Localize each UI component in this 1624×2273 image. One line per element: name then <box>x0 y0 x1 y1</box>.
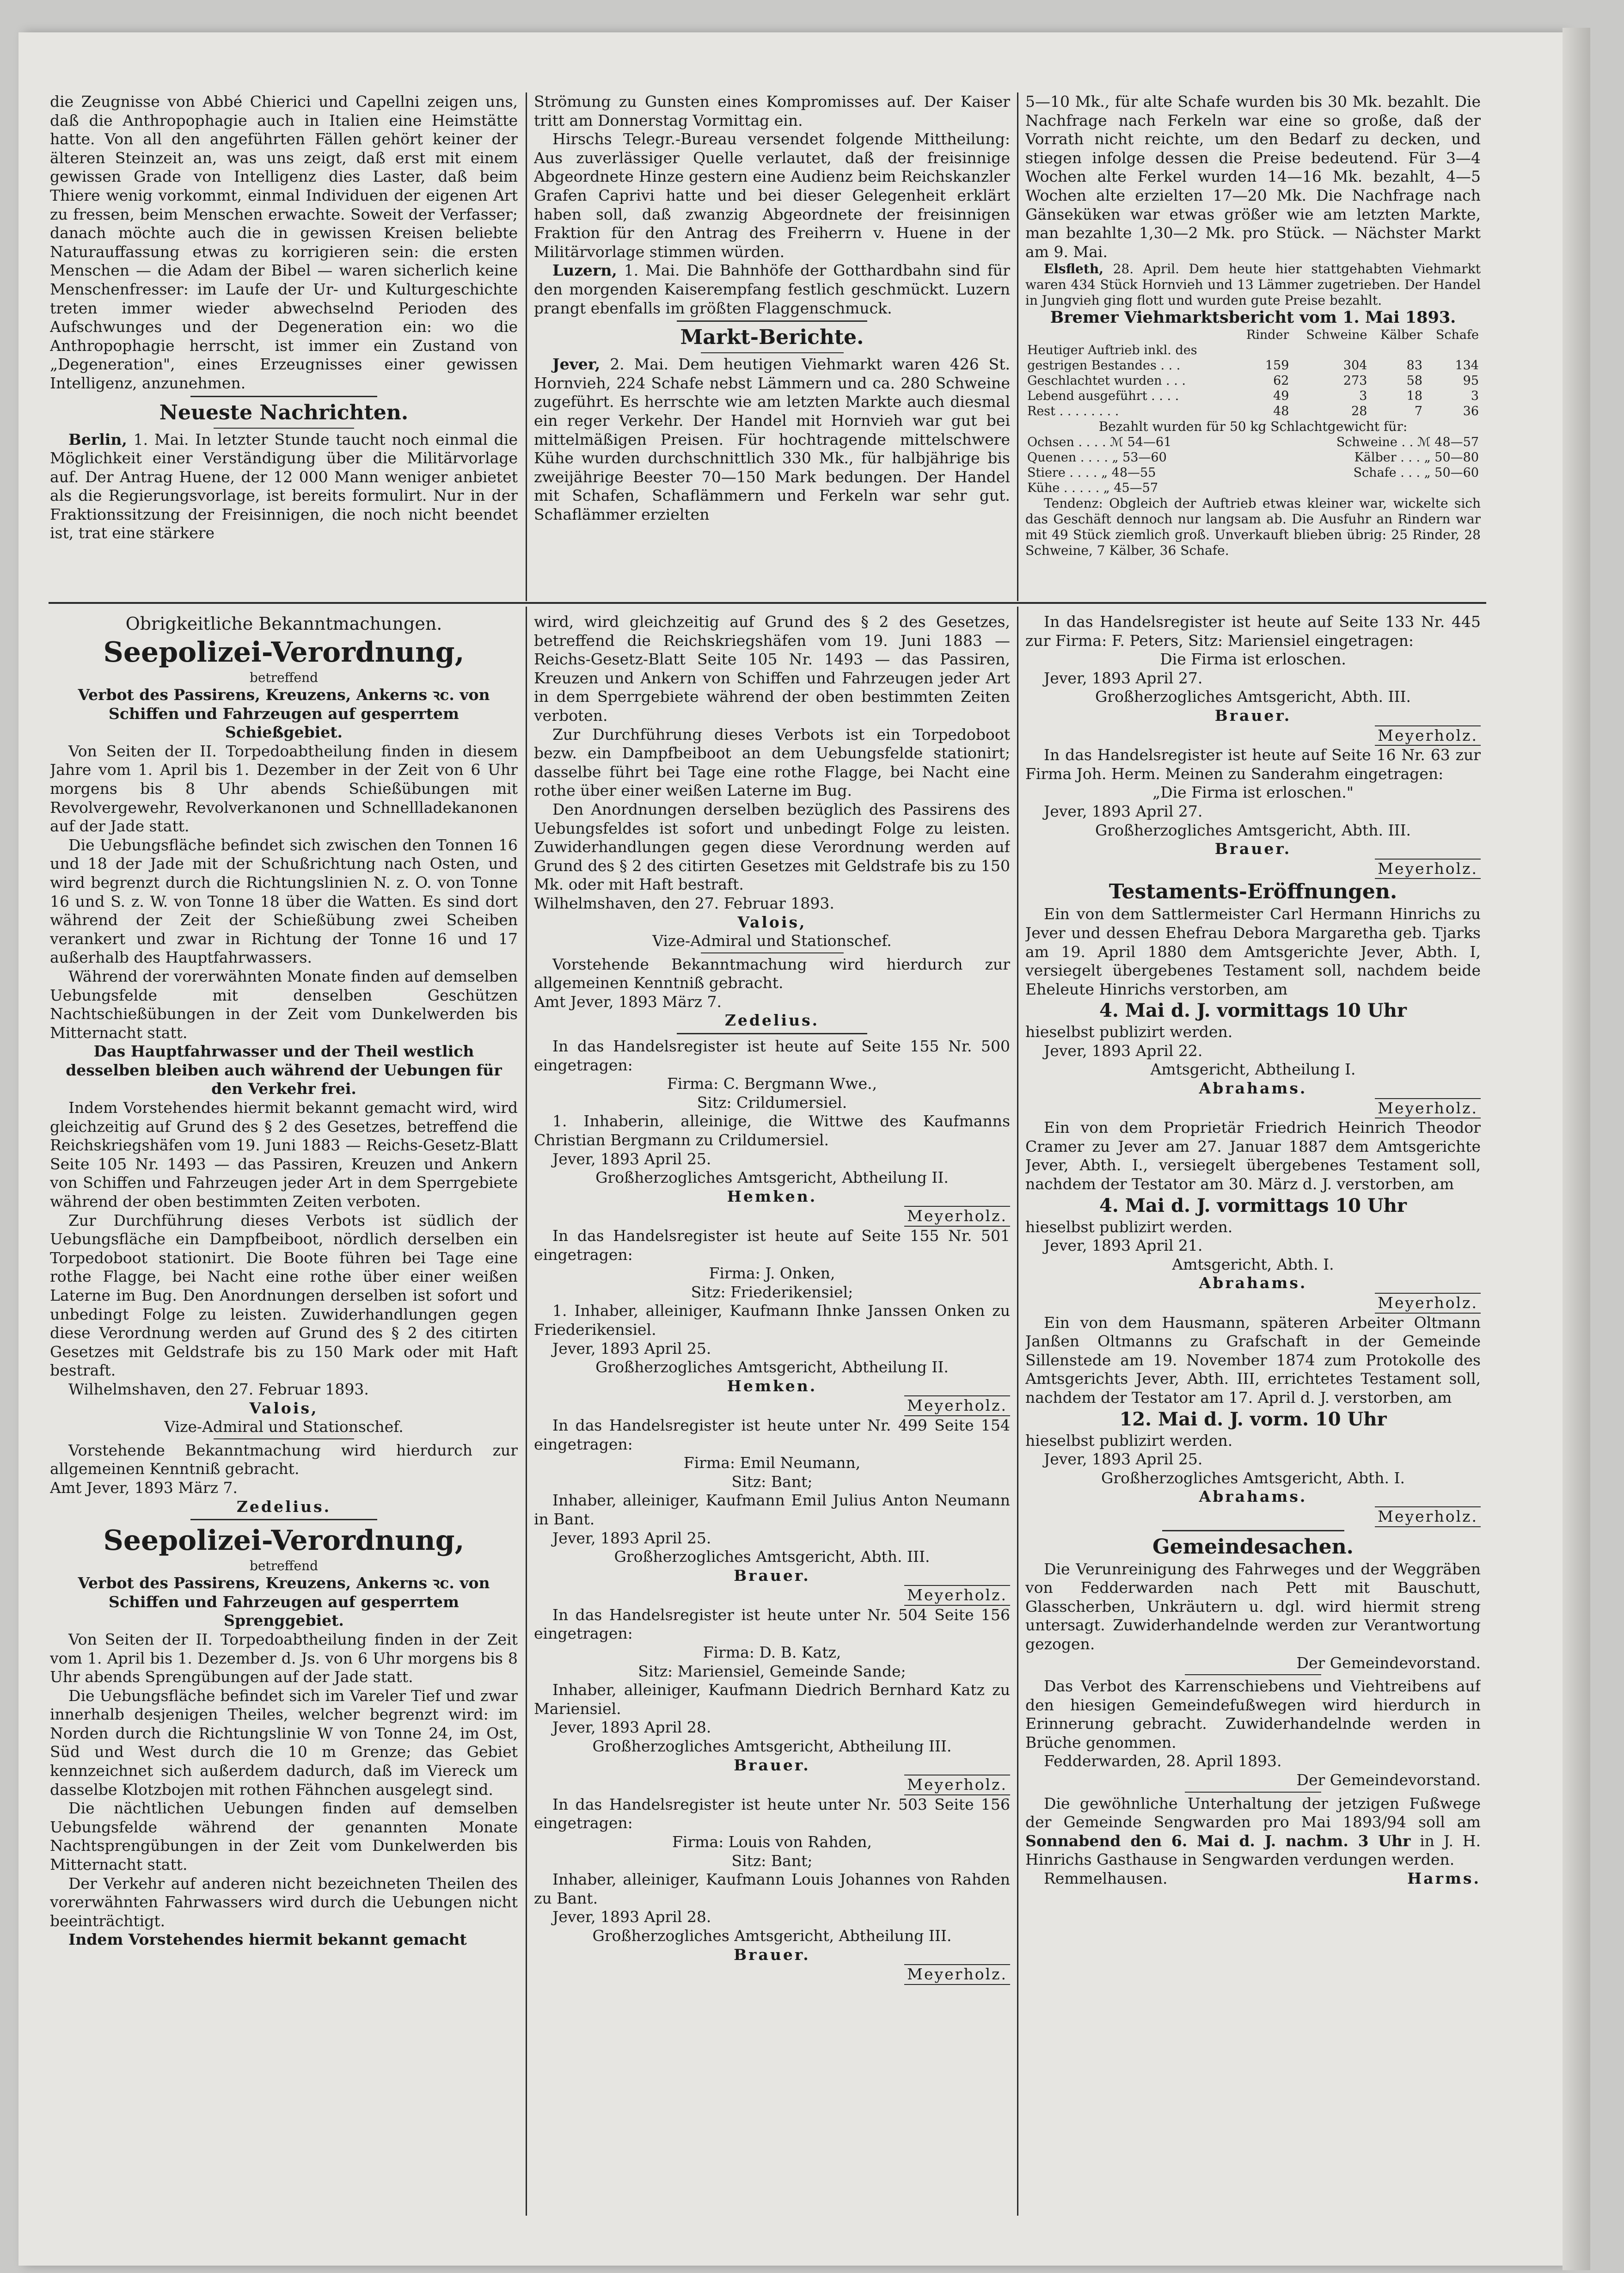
column-rule <box>1017 607 1018 2216</box>
table-row <box>1025 435 1481 450</box>
tendenz-text: Tendenz: Obgleich der Auftrieb etwas kleiner war, wickelte sich das Geschäft dennoch nur langsam ab. Die Ausfuhr an Rindern war mit 49 Stück ziemlich groß. Unverkauft blieben übrig: 25 Rinder, 28 Schweine, 7 Kälber, 36 Schafe. <box>1025 495 1481 558</box>
article-text: Strömung zu Gunsten eines Kompromisses auf. Der Kaiser tritt am Donnerstag Vormittag ein. <box>534 92 1010 129</box>
section-heading: Obrigkeitliche Bekanntmachungen. <box>125 614 442 634</box>
register-firma: Firma: J. Onken, <box>709 1264 835 1283</box>
ordinance-text: Das Hauptfahrwasser und der Theil westlich desselben bleiben auch während der Uebungen für den Verkehr frei. <box>66 1042 502 1098</box>
dateline: Jever, <box>552 355 601 374</box>
section-heading: Gemeindesachen. <box>1152 1535 1354 1559</box>
signature: Brauer. <box>1214 706 1292 725</box>
column-rule <box>526 607 527 2216</box>
municipal-sign-line <box>1025 1869 1481 1888</box>
column-2-top <box>534 92 1010 601</box>
table-cell: Ochsen . . . . ℳ 54—61 <box>1027 435 1172 449</box>
testament-place: Jever, 1893 April 21. <box>1044 1236 1203 1255</box>
notice-text: Vorstehende Bekanntmachung wird hierdurch zur allgemeinen Kenntniß gebracht. <box>534 955 1010 992</box>
municipal-text: Das Verbot des Karrenschiebens und Viehtreibens auf den hiesigen Gemeindefußwegen wird hierdurch in Erinnerung gebracht. Zuwiderhandelnde werden in Brüche genommen. <box>1025 1677 1481 1751</box>
court-name: Großherzogliches Amtsgericht, Abtheilung III. <box>592 1737 952 1756</box>
table-cell <box>1424 343 1481 358</box>
signature-box <box>1025 1506 1481 1527</box>
news-text: 28. April. Dem heute hier stattgehabten Viehmarkt waren 434 Stück Hornvieh und 13 Lämmer zugetrieben. Der Handel in Jungvieh ging flott und wurden gute Preise bezahlt. <box>1025 261 1481 308</box>
section-heading: Neueste Nachrichten. <box>159 400 409 424</box>
testament-place: Jever, 1893 April 25. <box>1044 1450 1203 1468</box>
testament-after: hieselbst publizirt werden. <box>1025 1217 1233 1236</box>
table-cell: 28 <box>1351 404 1367 418</box>
register-place: Jever, 1893 April 28. <box>552 1718 711 1737</box>
register-sitz: Sitz: Crildumersiel. <box>697 1093 847 1112</box>
signature: Abrahams. <box>1199 1274 1307 1292</box>
dateline: Luzern, <box>552 261 617 280</box>
register-owner: Inhaber, alleiniger, Kaufmann Emil Julius Anton Neumann in Bant. <box>534 1491 1010 1528</box>
table-cell: 159 <box>1265 358 1289 373</box>
register-intro: In das Handelsregister ist heute unter Nr. 504 Seite 156 eingetragen: <box>534 1605 1010 1643</box>
register-text: „Die Firma ist erloschen." <box>1152 783 1354 802</box>
divider <box>701 352 844 353</box>
table-cell: 3 <box>1359 388 1367 403</box>
table-cell: gestrigen Bestandes . . . <box>1027 358 1181 373</box>
court-name: Großherzogliches Amtsgericht, Abtheilung II. <box>595 1358 949 1376</box>
dateline: Berlin, <box>68 430 127 448</box>
table-cell: 48 <box>1273 404 1289 418</box>
municipal-text-part: Die gewöhnliche Unterhaltung der jetzigen Fußwege der Gemeinde Sengwarden pro Mai 1893/94 soll am <box>1025 1794 1481 1831</box>
signature-role: Vize-Admiral und Stationschef. <box>164 1418 404 1436</box>
testament-date: 4. Mai d. J. vormittags 10 Uhr <box>1099 1194 1407 1216</box>
ordinance-text: Während der vorerwähnten Monate finden auf demselben Uebungsfelde mit denselben Geschützen Nachtschießübungen in der Zeit vom Dunkelwerden bis Mitternacht statt. <box>50 967 518 1042</box>
prices-table <box>1025 435 1481 496</box>
table-cell: 62 <box>1273 373 1289 388</box>
testament-text: Ein von dem Proprietär Friedrich Heinrich Theodor Cramer zu Jever am 27. Januar 1887 dem Amtsgerichte Jever, Abth. I., versiegelt übergebenes Testament soll, nachdem der Testator am 30. März d. J. verstorben, am <box>1025 1118 1481 1193</box>
table-row <box>1025 373 1481 388</box>
divider <box>677 320 867 322</box>
signature: Meyerholz. <box>904 1585 1010 1606</box>
register-firma: Firma: Louis von Rahden, <box>672 1833 872 1851</box>
register-place: Jever, 1893 April 27. <box>1044 669 1203 687</box>
signature: Meyerholz. <box>1375 1098 1481 1119</box>
signature: Meyerholz. <box>904 1775 1010 1795</box>
news-text: 1. Mai. In letzter Stunde taucht noch einmal die Möglichkeit einer Verständigung über die Militärvorlage auf. Der Antrag Huene, der 12 000 Mann weniger anbietet als die Regierungsvorlage, ist bereits formulirt. Nur in der Fraktionssitzung der Freisinnigen, die noch nicht beendet ist, trat eine stärkere <box>50 430 518 542</box>
court-name: Großherzogliches Amtsgericht, Abtheilung II. <box>595 1168 949 1187</box>
testament-date: 4. Mai d. J. vormittags 10 Uhr <box>1099 1000 1407 1022</box>
article-text: die Zeugnisse von Abbé Chierici und Capellni zeigen uns, daß die Anthropophagie auch in Italien eine Heimstätte hatte. Von all den angeführten Fällen gehört keiner der älteren Steinzeit an, was uns zeigt, daß erst mit einem gewissen Grade von Intelligenz dies Laster, daß beim Thiere wenig vorkommt, einmal Individuen der eigenen Art zu fressen, beim Menschen erwachte. Soweit der Verfasser; danach möchte auch die in gewissen Kreisen beliebte Naturauffassung etwas zu korrigieren sein: die ersten Menschen — die Adam der Bibel — waren sicherlich keine Menschenfresser: im Laufe der Ur- und Kulturgeschichte treten immer wieder abwechselnd Perioden des Aufschwunges und der Degeneration ein: wo die Anthropophagie herrscht, ist immer ein Zustand von „Degeneration", eines Erzeugnisses einer gewissen Intelligenz, anzunehmen. <box>50 92 518 392</box>
signature-box <box>1025 859 1481 879</box>
table-cell: 18 <box>1406 388 1422 403</box>
ordinance-text: Zur Durchführung dieses Verbots ist südlich der Uebungsfläche ein Dampfbeiboot, nördlich derselben ein Torpedoboot stationirt. Die Boote führen bei Tage eine rothe Flagge, bei Nacht eine rothe über einer weißen Laterne im Bug. Den Anordnungen derselben ist sofort und unbedingt Folge zu leisten. Zuwiderhandlungen gegen diese Verordnung werden auf Grund des § 2 des citirten Gesetzes mit Geldstrafe bis zu 150 Mark oder mit Haft bestraft. <box>50 1211 518 1380</box>
table-cell: 83 <box>1406 358 1422 373</box>
signature-box <box>534 1964 1010 1985</box>
register-place: Jever, 1893 April 25. <box>552 1529 711 1547</box>
table-row <box>1025 343 1481 358</box>
table-cell: Quenen . . . . „ 53—60 <box>1027 450 1167 465</box>
ordinance-title: Seepolizei-Verordnung, <box>103 1524 465 1557</box>
signature: Brauer. <box>1214 840 1292 858</box>
register-intro: In das Handelsregister ist heute auf Seite 155 Nr. 500 eingetragen: <box>534 1037 1010 1074</box>
signature: Hemken. <box>727 1187 817 1205</box>
divider <box>190 396 378 397</box>
signature-box <box>534 1775 1010 1795</box>
market-report-elsfleth <box>1025 261 1481 308</box>
divider <box>214 1438 354 1439</box>
table-cell: Rest . . . . . . . . <box>1027 404 1119 418</box>
table-cell: 304 <box>1343 358 1367 373</box>
table-row <box>1025 450 1481 465</box>
signature: Meyerholz. <box>904 1964 1010 1985</box>
news-item-luzern <box>534 261 1010 318</box>
register-text: Die Firma ist erloschen. <box>1160 650 1346 669</box>
table-header: Schweine <box>1306 327 1367 342</box>
table-cell: 95 <box>1463 373 1479 388</box>
testament-after: hieselbst publizirt werden. <box>1025 1023 1233 1041</box>
column-1-bottom <box>50 613 518 2217</box>
table-row <box>1025 388 1481 404</box>
signature: Meyerholz. <box>904 1395 1010 1416</box>
signature: Meyerholz. <box>1375 1506 1481 1527</box>
municipal-date: Sonnabend den 6. Mai d. J. nachm. 3 Uhr <box>1025 1831 1411 1850</box>
testament-after: hieselbst publizirt werden. <box>1025 1431 1233 1450</box>
dateline: Elsfleth, <box>1044 261 1103 277</box>
ordinance-text: Die nächtlichen Uebungen finden auf demselben Uebungsfelde während der genannten Monate Nachtsprengübungen in der Zeit vom Dunkelwerden bis Mitternacht statt. <box>50 1799 518 1874</box>
table-cell <box>1291 343 1369 358</box>
ordinance-text: Indem Vorstehendes hiermit bekannt gemacht wird, wird gleichzeitig auf Grund des § 2 des Gesetzes, betreffend die Reichskriegshäfen vom 19. Juni 1883 — Reichs-Gesetz-Blatt Seite 105 Nr. 1493 — das Passiren, Kreuzen und Ankern von Schiffen und Fahrzeugen jeder Art in dem Sperrgebiete während der oben bestimmten Zeiten verboten. <box>50 1099 518 1211</box>
testament-date: 12. Mai d. J. vorm. 10 Uhr <box>1119 1408 1387 1430</box>
notice-place: Amt Jever, 1893 März 7. <box>50 1478 238 1497</box>
divider <box>1185 1792 1322 1793</box>
table-cell: Heutiger Auftrieb inkl. des <box>1027 343 1197 357</box>
signature: Brauer. <box>734 1945 810 1964</box>
court-name: Großherzogliches Amtsgericht, Abth. III. <box>1095 821 1411 839</box>
article-text: 5—10 Mk., für alte Schafe wurden bis 30 Mk. bezahlt. Die Nachfrage nach Ferkeln war eine so große, daß der Vorrath nicht reichte, um den Bedarf zu decken, und stiegen infolge dessen die Preise bedeutend. Für 3—4 Wochen alte Ferkel wurden 14—16 Mk. bezahlt, 4—5 Wochen alte erzielten 17—20 Mk. Die Nachfrage nach Gänseküken war etwas größer wie am letzten Markte, man bezahlte 1,30—2 Mk. pro Stück. — Nächster Markt am 9. Mai. <box>1025 92 1481 261</box>
testament-text: Ein von dem Hausmann, späteren Arbeiter Oltmann Janßen Oltmanns zu Grafschaft in der Gemeinde Sillenstede am 19. November 1874 zum Protokolle des Amtsgerichts Jever, Abth. III, errichtetes Testament soll, nachdem der Testator am 17. April d. J. verstorben, am <box>1025 1313 1481 1407</box>
signature: Meyerholz. <box>904 1206 1010 1227</box>
signature: Zedelius. <box>236 1497 331 1516</box>
ordinance-text: Von Seiten der II. Torpedoabtheilung finden in diesem Jahre vom 1. April bis 1. Dezember in der Zeit von 6 Uhr morgens bis 8 Uhr abends Schießübungen mit Revolvergewehr, Revolverkanonen und Schnellladekanonen auf der Jade statt. <box>50 742 518 835</box>
signature: Abrahams. <box>1199 1487 1307 1506</box>
table-cell: 7 <box>1414 404 1422 418</box>
ordinance-text: Der Verkehr auf anderen nicht bezeichneten Theilen des vorerwähnten Fahrwassers wird durch die Uebungen nicht beeinträchtigt. <box>50 1874 518 1930</box>
table-row <box>1025 358 1481 373</box>
news-text: 2. Mai. Dem heutigen Viehmarkt waren 426 St. Hornvieh, 224 Schafe nebst Lämmern und ca. 280 Schweine zugeführt. Es herrschte wie am letzten Markte auch diesmal ein reger Verkehr. Der Handel mit Hornvieh war gut bei mittelmäßigen Preisen. Für hochtragende mittelschwere Kühe wurden durchschnittlich 330 Mk., für halbjährige bis zweijährige Beester 70—150 Mark bedungen. Der Handel mit Schafen, Schaflämmern und Ferkeln war sehr gut. Schaflämmer erzielten <box>534 355 1010 523</box>
ordinance-place: Wilhelmshaven, den 27. Februar 1893. <box>534 894 834 912</box>
signature: Brauer. <box>734 1756 810 1774</box>
signature-box <box>534 1395 1010 1416</box>
ordinance-subject: Verbot des Passirens, Kreuzens, Ankerns ꝛc. von Schiffen und Fahrzeugen auf gesperrtem Sprenggebiet. <box>78 1574 490 1630</box>
table-cell: Stiere . . . . „ 48—55 <box>1027 465 1156 480</box>
signature: Valois, <box>737 913 807 931</box>
signature-box <box>534 1585 1010 1606</box>
ordinance-text: Indem Vorstehendes hiermit bekannt gemacht <box>68 1930 467 1949</box>
register-place: Jever, 1893 April 25. <box>552 1339 711 1358</box>
signature: Harms. <box>1407 1869 1481 1888</box>
ordinance-text: Von Seiten der II. Torpedoabtheilung finden in der Zeit vom 1. April bis 1. Dezember d. Js. von 6 Uhr morgens bis 8 Uhr abends Sprengübungen auf der Jade statt. <box>50 1630 518 1686</box>
municipal-place: Remmelhausen. <box>1044 1869 1168 1888</box>
court-name: Großherzogliches Amtsgericht, Abth. III. <box>614 1548 930 1566</box>
table-cell: 134 <box>1455 358 1479 373</box>
register-owner: 1. Inhaber, alleiniger, Kaufmann Ihnke Janssen Onken zu Friederikensiel. <box>534 1302 1010 1339</box>
signature: Zedelius. <box>724 1011 820 1030</box>
table-cell: 49 <box>1273 388 1289 403</box>
divider <box>701 952 844 953</box>
court-name: Großherzogliches Amtsgericht, Abtheilung III. <box>592 1926 952 1945</box>
municipal-text: Die Verunreinigung des Fahrweges und der Weggräben von Fedderwarden nach Pett mit Bauschutt, Glasscherben, Unkräutern u. dgl. wird hiermit streng untersagt. Zuwiderhandelnde werden zur Verantwortung gezogen. <box>1025 1560 1481 1653</box>
register-owner: 1. Inhaberin, alleinige, die Wittwe des Kaufmanns Christian Bergmann zu Crildumersiel. <box>534 1112 1010 1149</box>
register-sitz: Sitz: Friederikensiel; <box>691 1283 853 1301</box>
divider <box>190 1519 378 1520</box>
betreffend: betreffend <box>249 1558 319 1574</box>
news-text: 1. Mai. Die Bahnhöfe der Gotthardbahn sind für den morgenden Kaiserempfang festlich geschmückt. Luzern prangt ebenfalls im größten Flaggenschmuck. <box>534 261 1010 317</box>
ordinance-subject: Verbot des Passirens, Kreuzens, Ankerns ꝛc. von Schiffen und Fahrzeugen auf gesperrtem Schießgebiet. <box>78 686 490 742</box>
table-cell: 58 <box>1406 373 1422 388</box>
register-intro: In das Handelsregister ist heute auf Seite 16 Nr. 63 zur Firma Joh. Herm. Meinen zu Sanderahm eingetragen: <box>1025 746 1481 783</box>
table-cell: Schafe . . . „ 50—60 <box>1353 465 1479 480</box>
column-2-bottom <box>534 613 1010 2217</box>
table-cell: Geschlachtet wurden . . . <box>1027 373 1186 388</box>
ordinance-text: Die Uebungsfläche befindet sich zwischen den Tonnen 16 und 18 der Jade mit der Schußrichtung nach Osten, und wird begrenzt durch die Richtungslinien N. z. O. von Tonne 16 und S. z. W. von Tonne 18 über die Watten. Es sind dort während der Zeit der Schießübung zwei Scheiben verankert und zwar in Richtung der Tonne 16 und 17 außerhalb des Hauptfahrwassers. <box>50 835 518 967</box>
municipal-text <box>1025 1794 1481 1869</box>
municipal-place: Fedderwarden, 28. April 1893. <box>1044 1752 1282 1770</box>
notice-place: Amt Jever, 1893 März 7. <box>534 992 722 1011</box>
table-header <box>1025 327 1235 343</box>
table-cell: Lebend ausgeführt . . . . <box>1027 388 1179 403</box>
column-3-top <box>1025 92 1481 601</box>
bremen-heading: Bremer Viehmarktsbericht vom 1. Mai 1893. <box>1050 308 1456 327</box>
court-name: Großherzogliches Amtsgericht, Abth. III. <box>1095 688 1411 706</box>
column-1-top <box>50 92 518 601</box>
cattle-table <box>1025 327 1481 419</box>
register-intro: In das Handelsregister ist heute unter Nr. 499 Seite 154 eingetragen: <box>534 1416 1010 1453</box>
signature-box <box>1025 725 1481 746</box>
section-heading: Testaments-Eröffnungen. <box>1109 880 1397 904</box>
divider <box>1162 1530 1344 1531</box>
news-item-berlin <box>50 430 518 543</box>
table-header-row <box>1025 327 1481 343</box>
table-cell: 36 <box>1463 404 1479 418</box>
register-place: Jever, 1893 April 25. <box>552 1149 711 1168</box>
register-firma: Firma: D. B. Katz, <box>703 1643 841 1662</box>
ordinance-text: Den Anordnungen derselben bezüglich des Passirens des Uebungsfeldes ist sofort und unbedingt Folge zu leisten. Zuwiderhandlungen gegen diese Verordnung werden auf Grund des § 2 des citirten Gesetzes mit Geldstrafe bis zu 150 Mk. oder mit Haft bestraft. <box>534 800 1010 894</box>
municipal-text-part: in J. H. Hinrichs Gasthause in Sengwarden verdungen werden. <box>1025 1831 1481 1869</box>
signature: Meyerholz. <box>1375 1293 1481 1314</box>
signature: Meyerholz. <box>1375 725 1481 746</box>
table-cell <box>1369 343 1424 358</box>
court-name: Großherzogliches Amtsgericht, Abth. I. <box>1101 1468 1405 1487</box>
signature-box <box>1025 1293 1481 1314</box>
signature: Meyerholz. <box>1375 859 1481 879</box>
register-intro: In das Handelsregister ist heute auf Seite 133 Nr. 445 zur Firma: F. Peters, Sitz: Mariensiel eingetragen: <box>1025 613 1481 650</box>
section-heading: Markt-Berichte. <box>680 326 864 350</box>
signature: Der Gemeindevorstand. <box>1296 1653 1481 1672</box>
register-owner: Inhaber, alleiniger, Kaufmann Diedrich Bernhard Katz zu Mariensiel. <box>534 1681 1010 1718</box>
table-cell: 273 <box>1343 373 1367 388</box>
register-sitz: Sitz: Bant; <box>731 1472 813 1491</box>
table-cell: Kälber . . . „ 50—80 <box>1354 450 1479 465</box>
register-place: Jever, 1893 April 28. <box>552 1908 711 1926</box>
signature: Der Gemeindevorstand. <box>1296 1771 1481 1789</box>
table-header: Rinder <box>1246 327 1289 342</box>
table-cell: Schweine . . ℳ 48—57 <box>1336 435 1479 449</box>
section-rule <box>49 602 1486 604</box>
column-rule <box>1017 92 1018 601</box>
signature: Abrahams. <box>1199 1079 1307 1098</box>
market-report-jever <box>534 355 1010 524</box>
article-text: Hirschs Telegr.-Bureau versendet folgende Mittheilung: Aus zuverlässiger Quelle verlautet, daß der freisinnige Abgeordnete Hinze gestern eine Audienz beim Reichskanzler Grafen Caprivi hatte und bei dieser Gelegenheit erklärt haben soll, daß zwanzig Abgeordnete der freisinnigen Fraktion für den Antrag des Freiherrn v. Huene in der Militärvorlage stimmen würden. <box>534 130 1010 261</box>
table-cell <box>1255 480 1481 496</box>
register-owner: Inhaber, alleiniger, Kaufmann Louis Johannes von Rahden zu Bant. <box>534 1870 1010 1907</box>
signature: Hemken. <box>727 1376 817 1395</box>
court-name: Amtsgericht, Abth. I. <box>1172 1255 1334 1273</box>
divider <box>677 1033 867 1034</box>
column-3-bottom <box>1025 613 1481 2217</box>
table-cell: 3 <box>1471 388 1479 403</box>
notice-text: Vorstehende Bekanntmachung wird hierdurch zur allgemeinen Kenntniß gebracht. <box>50 1441 518 1478</box>
signature-box <box>534 1206 1010 1227</box>
table-cell: Kühe . . . . . „ 45—57 <box>1027 480 1158 495</box>
ordinance-place: Wilhelmshaven, den 27. Februar 1893. <box>68 1380 369 1398</box>
betreffend: betreffend <box>249 670 319 685</box>
signature: Valois, <box>249 1399 319 1417</box>
ordinance-text: Die Uebungsfläche befindet sich im Vareler Tief und zwar innerhalb desjenigen Theiles, welcher begrenzt wird: im Norden durch die Richtungslinie W von Tonne 24, im Ost, Süd und West durch die 10 m Grenze; das Gebiet kennzeichnet sich außerdem dadurch, daß im Viereck um dasselbe Klotzbojen mit rothen Fähnchen ausgelegt sind. <box>50 1686 518 1799</box>
register-intro: In das Handelsregister ist heute unter Nr. 503 Seite 156 eingetragen: <box>534 1795 1010 1832</box>
signature-box <box>1025 1098 1481 1119</box>
register-firma: Firma: C. Bergmann Wwe., <box>667 1075 877 1093</box>
page-edge <box>1563 28 1590 2270</box>
register-place: Jever, 1893 April 27. <box>1044 802 1203 820</box>
testament-place: Jever, 1893 April 22. <box>1044 1041 1203 1060</box>
divider <box>1185 1674 1322 1675</box>
ordinance-text: Zur Durchführung dieses Verbots ist ein Torpedoboot bezw. ein Dampfbeiboot an dem Uebungsfelde stationirt; dasselbe führt bei Tage eine rothe Flagge, bei Nacht eine rothe über einer weißen Laterne im Bug. <box>534 725 1010 800</box>
column-rule <box>526 92 527 601</box>
register-intro: In das Handelsregister ist heute auf Seite 155 Nr. 501 eingetragen: <box>534 1227 1010 1264</box>
signature: Brauer. <box>734 1566 810 1585</box>
ordinance-title: Seepolizei-Verordnung, <box>103 636 465 669</box>
register-firma: Firma: Emil Neumann, <box>683 1454 861 1472</box>
signature-role: Vize-Admiral und Stationschef. <box>652 932 892 950</box>
table-cell <box>1235 343 1291 358</box>
ordinance-text: wird, wird gleichzeitig auf Grund des § 2 des Gesetzes, betreffend die Reichskriegshäfen vom 19. Juni 1883 — Reichs-Gesetz-Blatt Seite 105 Nr. 1493 — das Passiren, Kreuzen und Ankern von Schiffen und Fahrzeugen jeder Art in dem Sperrgebiete während der oben bestimmten Zeiten verboten. <box>534 613 1010 725</box>
table-header: Schafe <box>1435 327 1479 342</box>
register-sitz: Sitz: Bant; <box>731 1851 813 1870</box>
register-sitz: Sitz: Mariensiel, Gemeinde Sande; <box>638 1662 906 1680</box>
table-row <box>1025 480 1481 496</box>
divider <box>214 428 354 429</box>
table-row <box>1025 465 1481 480</box>
table-header: Kälber <box>1380 327 1422 342</box>
table-row <box>1025 404 1481 419</box>
testament-text: Ein von dem Sattlermeister Carl Hermann Hinrichs zu Jever und dessen Ehefrau Debora Margaretha geb. Tjarks am 19. April 1880 dem Amtsgerichte Jever, Abth. I, versiegelt übergebenes Testament soll, nachdem beide Eheleute Hinrichs verstorben, am <box>1025 905 1481 998</box>
court-name: Amtsgericht, Abtheilung I. <box>1150 1060 1356 1079</box>
prices-caption: Bezahlt wurden für 50 kg Schlachtgewicht für: <box>1098 418 1408 434</box>
